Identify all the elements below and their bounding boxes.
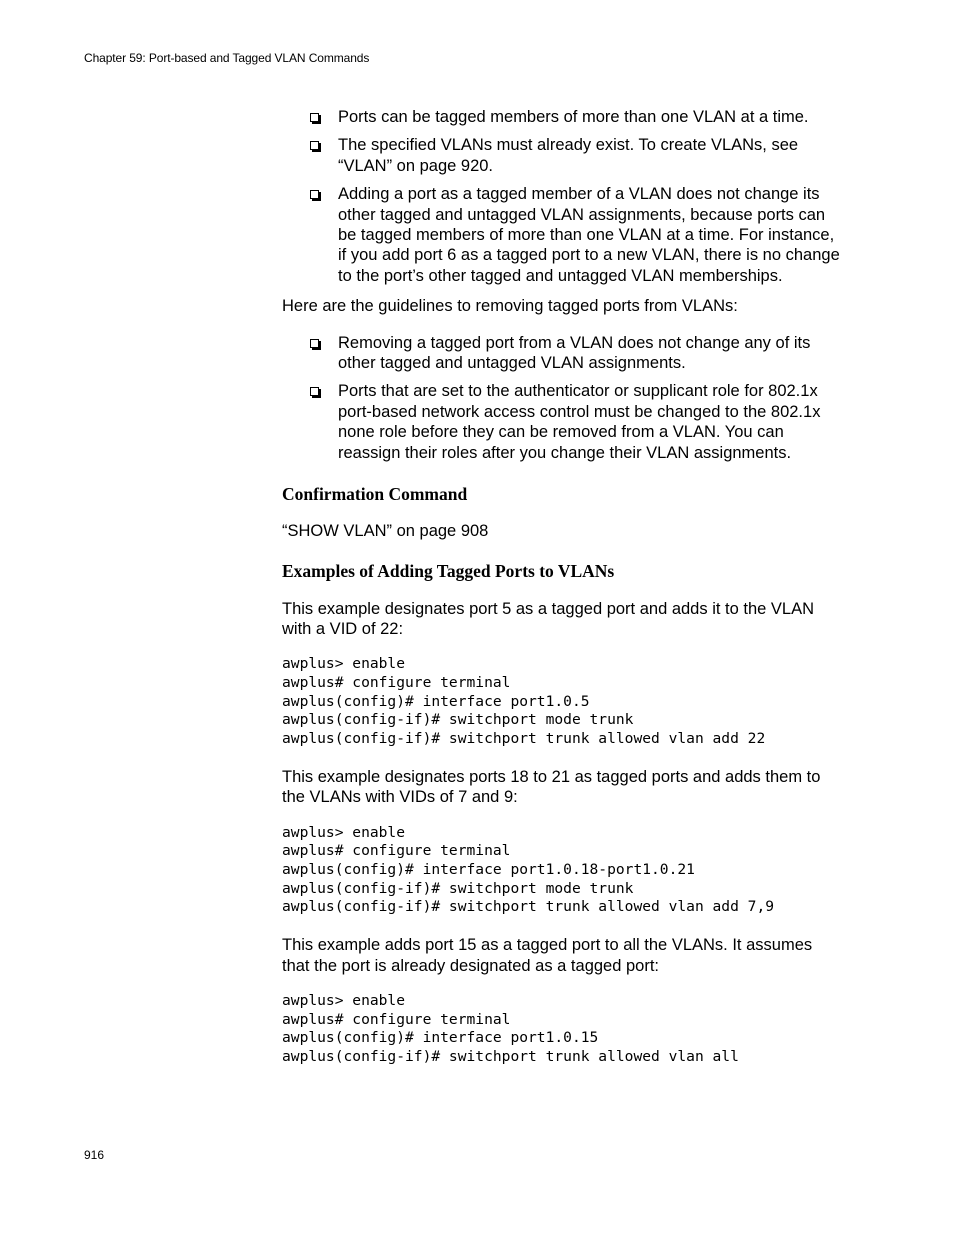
bullet-list-adding bbox=[282, 107, 842, 286]
bullet-text: The specified VLANs must already exist. To create VLANs, see “VLAN” on page 920. bbox=[338, 136, 799, 175]
list-item bbox=[338, 107, 842, 127]
page-number: 916 bbox=[84, 1148, 105, 1162]
bullet-text: Removing a tagged port from a VLAN does not change any of its other tagged and untagged VLAN assignments. bbox=[338, 333, 811, 373]
example-1-text: This example designates port 5 as a tagged port and adds it to the VLAN with a VID of 22: bbox=[282, 599, 814, 638]
example-1-code: awplus> enable awplus# configure terminal awplus(config)# interface port1.0.5 awplus(config-if)# switchport mode trunk awplus(config-if)# switchport trunk allowed vlan add 22 bbox=[282, 655, 766, 748]
checkbox-bullet-icon bbox=[310, 387, 319, 396]
checkbox-bullet-icon bbox=[310, 141, 319, 150]
chapter-header: Chapter 59: Port-based and Tagged VLAN Commands bbox=[84, 51, 370, 65]
list-item bbox=[338, 184, 842, 286]
list-item bbox=[338, 333, 842, 374]
example-3-text: This example adds port 15 as a tagged port to all the VLANs. It assumes that the port is already designated as a tagged port: bbox=[282, 936, 813, 975]
bullet-list-removing bbox=[282, 333, 842, 463]
removing-intro: Here are the guidelines to removing tagged ports from VLANs: bbox=[282, 297, 738, 316]
bullet-text: Ports that are set to the authenticator or supplicant role for 802.1x port-based network access control must be changed to the 802.1x none role before they can be removed from a VLAN. You can reassign their roles after you change their VLAN assignments. bbox=[338, 382, 821, 462]
example-2-code: awplus> enable awplus# configure terminal awplus(config)# interface port1.0.18-port1.0.21 awplus(config-if)# switchport mode trunk awplus(config-if)# switchport trunk allowed vlan add 7,9 bbox=[282, 823, 775, 916]
examples-heading: Examples of Adding Tagged Ports to VLANs bbox=[282, 560, 615, 581]
confirmation-text: “SHOW VLAN” on page 908 bbox=[282, 522, 489, 541]
example-3-code: awplus> enable awplus# configure terminal awplus(config)# interface port1.0.15 awplus(config-if)# switchport trunk allowed vlan all bbox=[282, 991, 739, 1066]
list-item bbox=[338, 135, 842, 176]
bullet-text: Adding a port as a tagged member of a VLAN does not change its other tagged and untagged VLAN assignments, because ports can be tagged members of more than one VLAN at a time. For instance, if you add port 6 as a tagged port to a new VLAN, there is no change to the port’s other tagged and untagged VLAN memberships. bbox=[338, 185, 840, 285]
list-item bbox=[338, 381, 842, 463]
page-content bbox=[282, 107, 842, 1067]
example-2-text: This example designates ports 18 to 21 as tagged ports and adds them to the VLANs with VIDs of 7 and 9: bbox=[282, 767, 821, 807]
confirmation-heading: Confirmation Command bbox=[282, 484, 468, 505]
checkbox-bullet-icon bbox=[310, 339, 319, 348]
checkbox-bullet-icon bbox=[310, 113, 319, 122]
bullet-text: Ports can be tagged members of more than one VLAN at a time. bbox=[338, 108, 809, 126]
checkbox-bullet-icon bbox=[310, 190, 319, 199]
